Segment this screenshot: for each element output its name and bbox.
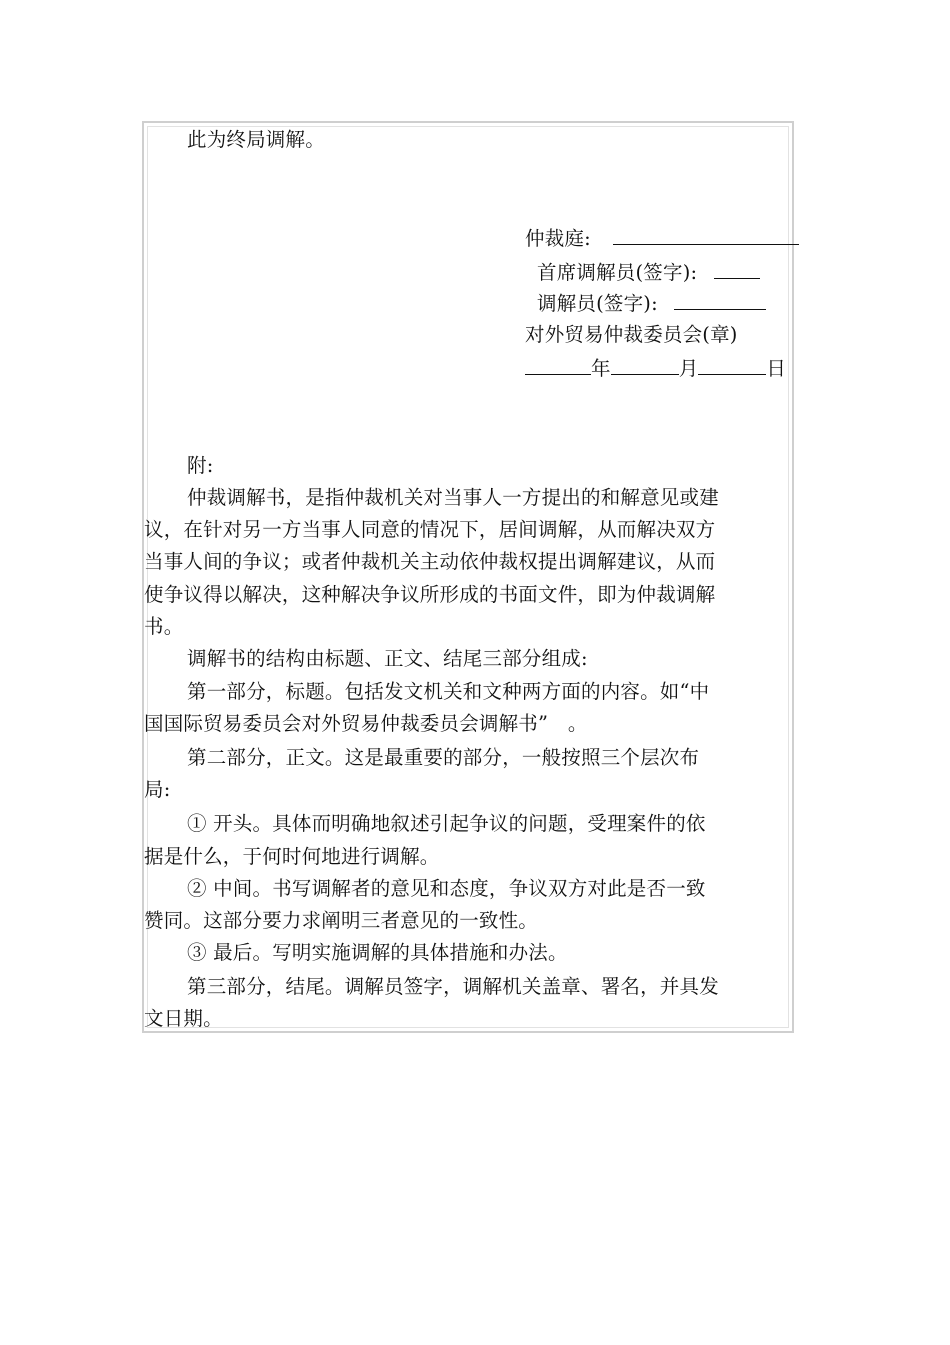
paragraph-line: 当事人间的争议；或者仲裁机关主动依仲裁权提出调解建议，从而 — [144, 550, 716, 573]
mediator-label: 调解员(签字): — [537, 292, 658, 315]
final-note: 此为终局调解。 — [187, 128, 325, 151]
paragraph-line: 据是什么，于何时何地进行调解。 — [144, 845, 440, 868]
mediator-line — [537, 291, 766, 316]
chief-mediator-line — [537, 260, 760, 285]
year-blank — [525, 356, 591, 375]
paragraph-line: 第一部分，标题。包括发文机关和文种两方面的内容。如“中 — [187, 680, 710, 703]
paragraph-line: 文日期。 — [144, 1007, 223, 1030]
paragraph-line: 调解书的结构由标题、正文、结尾三部分组成: — [187, 647, 588, 670]
paragraph-line: 仲裁调解书，是指仲裁机关对当事人一方提出的和解意见或建 — [187, 486, 719, 509]
tribunal-label: 仲裁庭: — [525, 227, 591, 250]
paragraph-line: ② 中间。书写调解者的意见和态度，争议双方对此是否一致 — [187, 877, 706, 900]
paragraph-line: 局: — [144, 778, 171, 801]
paragraph-line: 使争议得以解决，这种解决争议所形成的书面文件，即为仲裁调解 — [144, 583, 716, 606]
paragraph-line: 书。 — [144, 615, 184, 638]
paragraph-line: ③ 最后。写明实施调解的具体措施和办法。 — [187, 941, 568, 964]
appendix-heading: 附: — [187, 454, 214, 477]
paragraph-line: ① 开头。具体而明确地叙述引起争议的问题，受理案件的依 — [187, 812, 706, 835]
tribunal-line — [525, 226, 799, 251]
date-day-label: 日 — [766, 357, 787, 380]
day-blank — [698, 356, 766, 375]
mediator-blank — [674, 291, 766, 310]
paragraph-line: 第三部分，结尾。调解员签字，调解机关盖章、署名，并具发 — [187, 975, 719, 998]
paragraph-line: 赞同。这部分要力求阐明三者意见的一致性。 — [144, 909, 539, 932]
date-month-label: 月 — [678, 357, 699, 380]
tribunal-blank — [613, 226, 799, 245]
paragraph-line: 第二部分，正文。这是最重要的部分，一般按照三个层次布 — [187, 746, 700, 769]
commission-label: 对外贸易仲裁委员会(章) — [525, 323, 738, 346]
date-line — [525, 356, 786, 381]
chief-mediator-blank — [714, 260, 760, 279]
paragraph-line: 议，在针对另一方当事人同意的情况下，居间调解，从而解决双方 — [144, 518, 716, 541]
month-blank — [611, 356, 679, 375]
date-year-label: 年 — [591, 357, 611, 380]
paragraph-line: 国国际贸易委员会对外贸易仲裁委员会调解书” 。 — [144, 712, 588, 735]
chief-mediator-label: 首席调解员(签字): — [537, 261, 698, 284]
